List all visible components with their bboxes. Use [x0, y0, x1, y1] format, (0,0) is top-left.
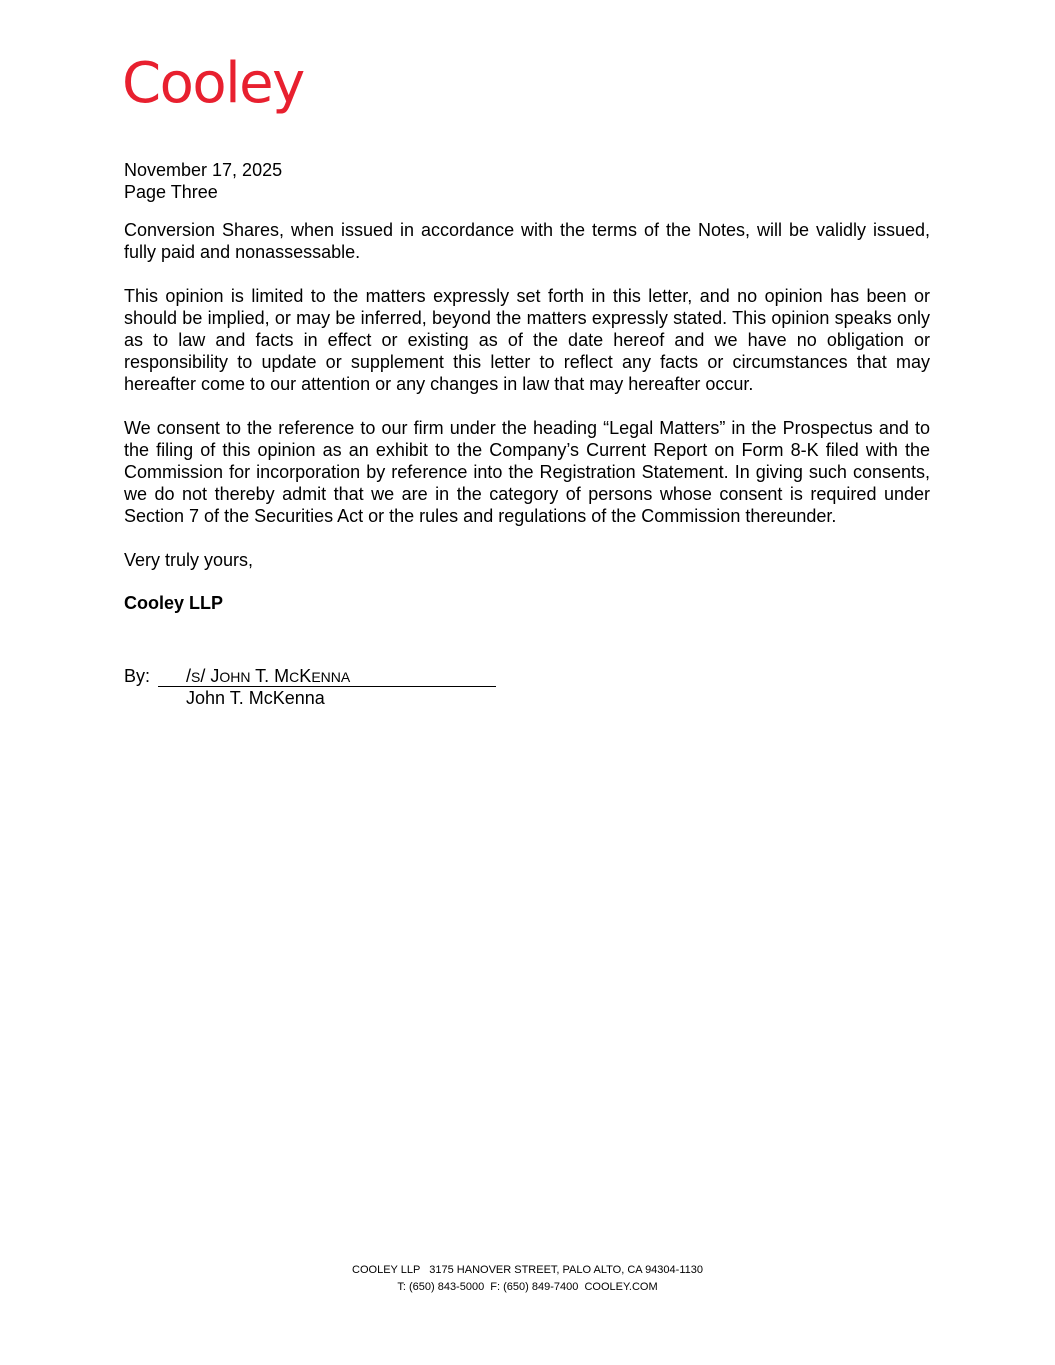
paragraph-opinion-limits: This opinion is limited to the matters expressly set forth in this letter, and no opinion has been or should be implied, or may be inferred, beyond the matters expressly stated. This opinion speaks only as to law and facts in effect or existing as of the date hereof and we have no obligation or responsibility to update or supplement this letter to reflect any facts or circumstances that may hereafter come to our attention or any changes in law that may hereafter occur. — [124, 286, 930, 394]
paragraph-consent: We consent to the reference to our firm under the heading “Legal Matters” in the Prospectus and to the filing of this opinion as an exhibit to the Company’s Current Report on Form 8-K filed with the Commission for incorporation by reference into the Registration Statement. In giving such consents, we do not thereby admit that we are in the category of persons whose consent is required under Section 7 of the Securities Act or the rules and regulations of the Commission thereunder. — [124, 418, 930, 526]
conformed-signature: /S/ JOHN T. MCKENNA — [186, 666, 351, 686]
cooley-logo: Cooley — [122, 51, 304, 116]
page-number: Page Three — [124, 182, 218, 202]
footer-address: COOLEY LLP 3175 HANOVER STREET, PALO ALTO, CA 94304-1130 — [352, 1264, 703, 1276]
footer-contact: T: (650) 843-5000 F: (650) 849-7400 COOLEY.COM — [397, 1281, 658, 1293]
letterhead-footer — [0, 1262, 1055, 1296]
paragraph-conversion-shares: Conversion Shares, when issued in accordance with the terms of the Notes, will be validly issued, fully paid and nonassessable. — [124, 220, 930, 262]
closing-salutation: Very truly yours, — [124, 550, 254, 570]
letter-date: November 17, 2025 — [124, 160, 283, 180]
signatory-name: John T. McKenna — [186, 688, 325, 708]
firm-name: Cooley LLP — [124, 593, 224, 613]
letter-body — [124, 159, 930, 709]
signature-block — [124, 665, 930, 709]
by-label: By: — [124, 666, 151, 686]
